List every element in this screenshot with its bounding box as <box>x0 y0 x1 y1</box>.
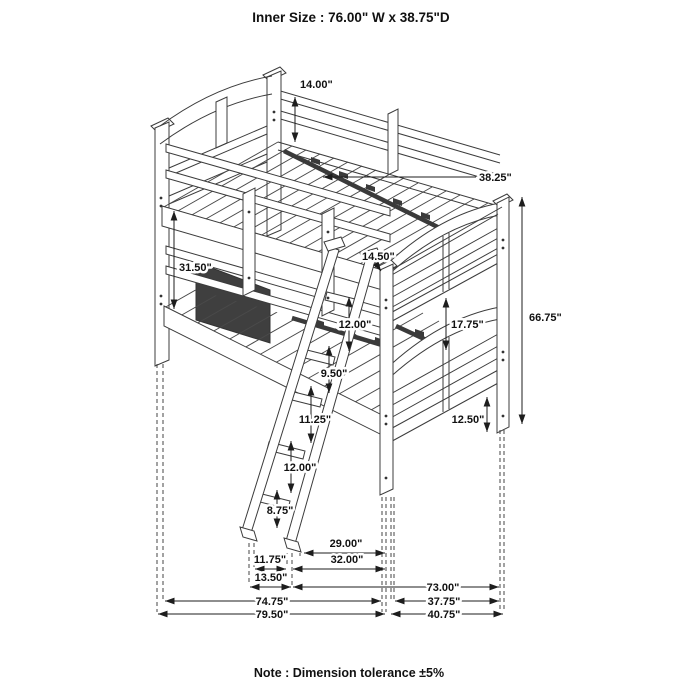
dim-depth-overall: 40.75" <box>427 609 461 621</box>
dim-overall-height: 66.75" <box>529 312 562 324</box>
dim-ladder-step3: 11.25" <box>298 414 332 426</box>
dim-ladder-step1: 12.00" <box>338 319 372 331</box>
inner-size-title: Inner Size : 76.00" W x 38.75"D <box>252 10 450 25</box>
dim-feet-outer: 13.50" <box>254 572 288 584</box>
tolerance-note: Note : Dimension tolerance ±5% <box>253 666 445 680</box>
dim-slat-length: 38.25" <box>479 172 512 184</box>
dim-ladder-step4: 12.00" <box>283 462 317 474</box>
dim-bunk-gap: 31.50" <box>179 262 212 274</box>
back-guard-rails <box>277 90 500 183</box>
dim-length-overall: 79.50" <box>255 609 289 621</box>
dim-feet-inner: 11.75" <box>253 554 287 566</box>
dim-ladder-step5: 8.75" <box>266 505 294 517</box>
dim-ladder-span: 32.00" <box>330 554 364 566</box>
dim-headboard-height: 14.00" <box>300 79 333 91</box>
dim-ladder-step2: 9.50" <box>320 368 348 380</box>
dim-length-with-ladder: 74.75" <box>255 596 289 608</box>
dim-frame-length: 73.00" <box>426 582 460 594</box>
dim-ladder-reach: 29.00" <box>329 538 363 550</box>
dim-guardrail: 14.50" <box>362 251 395 263</box>
dim-depth-frame: 37.75" <box>427 596 461 608</box>
dim-footboard-panel: 17.75" <box>451 319 484 331</box>
dim-under-clearance: 12.50" <box>451 414 485 426</box>
